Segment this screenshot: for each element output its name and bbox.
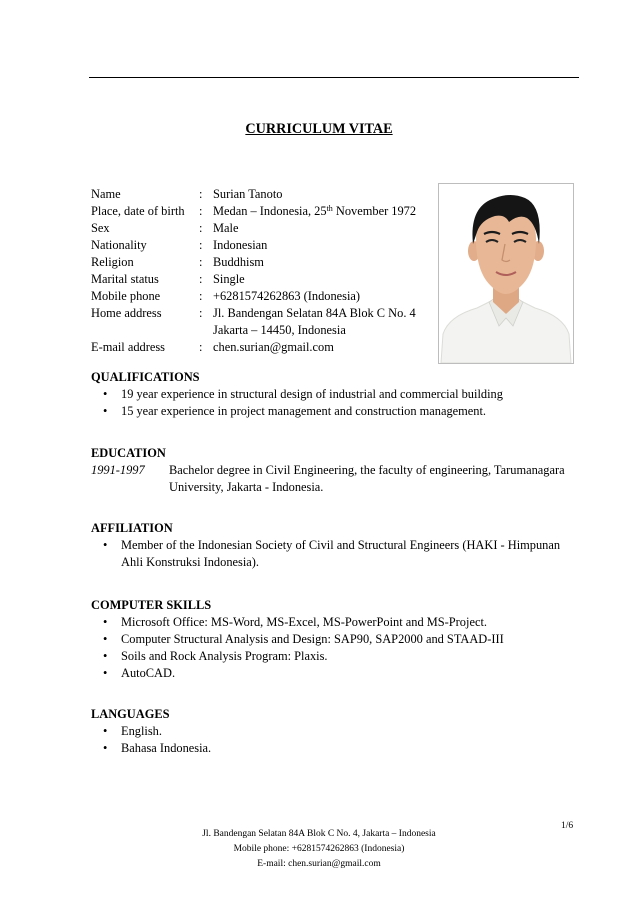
colon: : [199, 221, 203, 235]
bullet-icon: • [103, 387, 108, 401]
list-item [91, 665, 581, 682]
profile-photo [438, 183, 574, 364]
birth-value-rest: November 1972 [332, 204, 417, 218]
bullet-icon: • [103, 649, 108, 663]
affiliation-heading: AFFILIATION [91, 521, 173, 535]
languages-list [91, 723, 581, 757]
list-item-text: Bahasa Indonesia. [121, 741, 212, 755]
marital-label: Marital status [91, 272, 159, 286]
computer-skills-section [91, 597, 581, 682]
bullet-icon: • [103, 724, 108, 738]
languages-section [91, 706, 581, 757]
colon: : [199, 204, 203, 218]
religion-label: Religion [91, 255, 134, 269]
list-item [91, 386, 581, 403]
nationality-label: Nationality [91, 238, 147, 252]
colon: : [199, 340, 203, 354]
name-label: Name [91, 187, 121, 201]
portrait-illustration [439, 184, 573, 363]
qualifications-heading: QUALIFICATIONS [91, 370, 200, 384]
qualifications-list [91, 386, 581, 420]
colon: : [199, 289, 203, 303]
list-item-text: Microsoft Office: MS-Word, MS-Excel, MS-PowerPoint and MS-Project. [121, 615, 487, 629]
list-item-text: Soils and Rock Analysis Program: Plaxis. [121, 649, 328, 663]
list-item-text: AutoCAD. [121, 666, 176, 680]
page-number: 1/6 [561, 821, 574, 831]
bullet-icon: • [103, 615, 108, 629]
colon: : [199, 187, 203, 201]
nationality-value: Indonesian [213, 238, 268, 252]
bullet-icon: • [103, 538, 108, 552]
footer-email: E-mail: chen.surian@gmail.com [257, 859, 381, 869]
marital-value: Single [213, 272, 245, 286]
list-item-text: Computer Structural Analysis and Design: SAP90, SAP2000 and STAAD-III [121, 632, 504, 646]
sex-label: Sex [91, 221, 110, 235]
bullet-icon: • [103, 666, 108, 680]
birth-value-ordinal: th [326, 204, 333, 213]
address-value: Jl. Bandengan Selatan 84A Blok C No. 4 [213, 306, 416, 320]
list-item [91, 723, 581, 740]
list-item [91, 740, 581, 757]
email-label: E-mail address [91, 340, 165, 354]
list-item-text: Member of the Indonesian Society of Civil and Structural Engineers (HAKI - Himpunan Ahli Konstruksi Indonesia). [121, 538, 561, 569]
languages-heading: LANGUAGES [91, 707, 170, 721]
address-value-line2: Jakarta – 14450, Indonesia [213, 323, 346, 337]
list-item-text: 19 year experience in structural design of industrial and commercial building [121, 387, 503, 401]
list-item [91, 631, 581, 648]
bullet-icon: • [103, 404, 108, 418]
mobile-value: +6281574262863 (Indonesia) [213, 289, 361, 303]
birth-label: Place, date of birth [91, 204, 185, 218]
colon: : [199, 272, 203, 286]
header-rule [89, 77, 579, 78]
birth-value [213, 203, 416, 220]
birth-value-main: Medan – Indonesia, 25 [213, 204, 327, 218]
mobile-label: Mobile phone [91, 289, 161, 303]
affiliation-section [91, 520, 581, 571]
colon: : [199, 306, 203, 320]
page-footer [0, 827, 638, 872]
name-value: Surian Tanoto [213, 187, 283, 201]
affiliation-list [91, 537, 581, 571]
email-value: chen.surian@gmail.com [213, 340, 334, 354]
list-item [91, 614, 581, 631]
computer-skills-heading: COMPUTER SKILLS [91, 598, 212, 612]
education-years: 1991-1997 [91, 463, 145, 477]
footer-address: Jl. Bandengan Selatan 84A Blok C No. 4, Jakarta – Indonesia [202, 829, 436, 839]
page-title: CURRICULUM VITAE [245, 121, 393, 137]
colon: : [199, 255, 203, 269]
bullet-icon: • [103, 741, 108, 755]
education-heading: EDUCATION [91, 446, 166, 460]
list-item [91, 403, 581, 420]
education-section [91, 445, 581, 496]
list-item-text: English. [121, 724, 162, 738]
qualifications-section [91, 369, 581, 420]
bullet-icon: • [103, 632, 108, 646]
address-label: Home address [91, 306, 162, 320]
list-item [91, 537, 581, 571]
computer-skills-list [91, 614, 581, 682]
list-item [91, 648, 581, 665]
education-description: Bachelor degree in Civil Engineering, the faculty of engineering, Tarumanagara University, Jakarta - Indonesia. [169, 463, 565, 494]
colon: : [199, 238, 203, 252]
sex-value: Male [213, 221, 239, 235]
religion-value: Buddhism [213, 255, 264, 269]
education-entry [91, 462, 581, 496]
footer-phone: Mobile phone: +6281574262863 (Indonesia) [233, 844, 405, 854]
list-item-text: 15 year experience in project management and construction management. [121, 404, 487, 418]
